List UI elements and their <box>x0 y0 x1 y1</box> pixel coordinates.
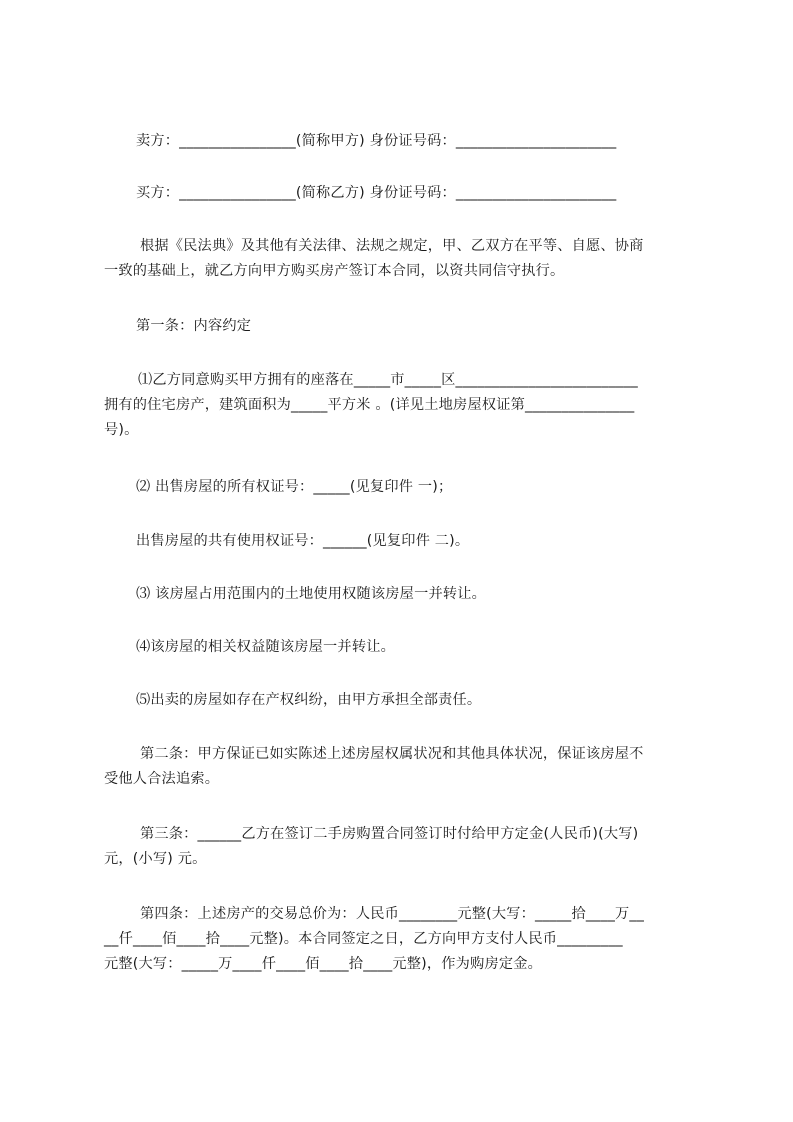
preamble-line-1: 根据《民法典》及其他有关法律、法规之规定，甲、乙双方在平等、自愿、协商 <box>140 238 644 254</box>
item1-line-2: 拥有的住宅房产，建筑面积为_____平方米 。(详见土地房屋权证第_______________ <box>104 397 635 413</box>
item2-shared-use: 出售房屋的共有使用权证号：______(见复印件 二)。 <box>136 533 470 549</box>
item1-line-1: ⑴乙方同意购买甲方拥有的座落在_____市_____区_________________________ <box>138 372 638 388</box>
article4-paragraph <box>104 902 704 977</box>
article2-line-1: 第二条：甲方保证已如实陈述上述房屋权属状况和其他具体状况，保证该房屋不 <box>140 746 644 762</box>
item2-ownership: ⑵ 出售房屋的所有权证号：_____(见复印件 一)； <box>136 479 453 495</box>
article1-title: 第一条：内容约定 <box>136 318 252 334</box>
article4-line-1: 第四条：上述房产的交易总价为：人民币________元整(大写：_____拾____万__ <box>140 906 645 922</box>
item5-disputes: ⑸出卖的房屋如存在产权纠纷，由甲方承担全部责任。 <box>136 692 482 708</box>
article2-paragraph <box>104 742 704 792</box>
item1-paragraph <box>104 368 704 443</box>
article2-line-2: 受他人合法追索。 <box>104 771 220 787</box>
article3-line-2: 元，(小写) 元。 <box>104 851 207 867</box>
item4-rights: ⑷该房屋的相关权益随该房屋一并转让。 <box>136 639 395 655</box>
item1-line-3: 号)。 <box>104 422 139 438</box>
seller-line: 卖方：________________(简称甲方) 身份证号码：______________________ <box>136 133 617 149</box>
article3-paragraph <box>104 822 704 872</box>
preamble-line-2: 一致的基础上，就乙方向甲方购买房产签订本合同，以资共同信守执行。 <box>104 263 565 279</box>
article4-line-3: 元整(大写：_____万____仟____佰____拾____元整)，作为购房定金。 <box>104 956 543 972</box>
preamble-paragraph <box>104 234 704 284</box>
buyer-line: 买方：________________(简称乙方) 身份证号码：______________________ <box>136 185 617 201</box>
item3-land-use: ⑶ 该房屋占用范围内的土地使用权随该房屋一并转让。 <box>136 586 487 602</box>
article3-line-1: 第三条：______乙方在签订二手房购置合同签订时付给甲方定金(人民币)(大写) <box>140 826 639 842</box>
article4-line-2: __仟____佰____拾____元整)。本合同签定之日，乙方向甲方支付人民币_________ <box>104 931 623 947</box>
